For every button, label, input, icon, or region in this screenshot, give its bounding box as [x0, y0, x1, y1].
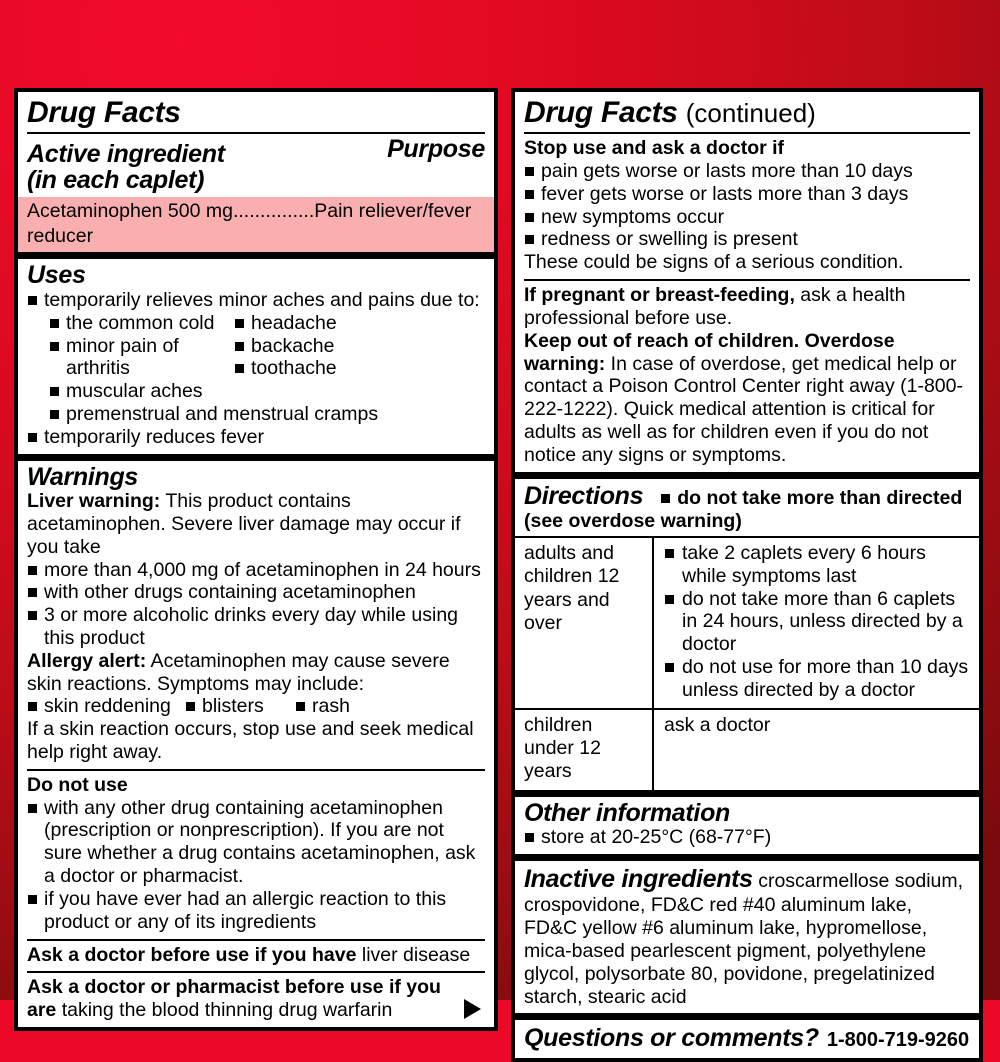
allergy-symptom-1 — [27, 695, 185, 718]
questions-heading: Questions or comments? — [524, 1024, 819, 1053]
list-item: take 2 caplets every 6 hours while symptoms last — [664, 542, 973, 588]
allergy-symptom-list — [27, 695, 485, 718]
directions-age-group: children under 12 years — [524, 713, 601, 783]
continue-arrow-icon — [464, 999, 481, 1019]
inactive-ingredients-section — [515, 861, 979, 1013]
pregnancy-warning-label: If pregnant or breast-feeding, — [524, 284, 795, 307]
inactive-ingredients-heading: Inactive ingredients — [524, 865, 753, 894]
liver-warning-label: Liver warning: — [27, 490, 161, 513]
stop-use-list — [524, 160, 970, 251]
ask-pharmacist-section — [18, 973, 494, 1027]
directions-note — [660, 483, 962, 509]
liver-warning — [27, 490, 485, 558]
drug-facts-continued-title — [515, 92, 979, 132]
liver-warning-text: This product contains acetaminophen. Severe liver damage may occur if you take — [27, 490, 461, 558]
overdose-warning-text: In case of overdose, get medical help or contact a Poison Control Center right away (1-800-222-1222). Quick medical attention is critical for adults as well as for children even if you do not notice any signs or symptoms. — [524, 352, 963, 466]
stop-use-heading: Stop use and ask a doctor if — [524, 137, 785, 160]
uses-sub-columns — [27, 312, 485, 403]
divider-thick — [515, 854, 979, 861]
ask-doctor-label: Ask a doctor before use if you have — [27, 943, 357, 966]
ask-pharmacist-row — [27, 973, 485, 1022]
active-ingredient-heading-line2: (in each caplet) — [27, 166, 205, 195]
overdose-warning-label: Keep out of reach of children. Overdose warning: — [524, 329, 895, 375]
directions-note-text: do not take more than directed — [660, 487, 962, 509]
active-ingredient-heading-line1: Active ingredient — [27, 139, 225, 168]
drug-facts-continued-label: (continued) — [685, 98, 816, 128]
list-item: store at 20-25°C (68-77°F) — [524, 826, 970, 849]
directions-instruction-list — [664, 542, 973, 702]
purpose-heading: Purpose — [387, 135, 485, 164]
directions-subnote: (see overdose warning) — [524, 510, 742, 533]
active-ingredient-header — [18, 134, 494, 194]
allergy-symptom-2 — [185, 695, 295, 718]
directions-header — [515, 479, 979, 511]
list-item: redness or swelling is present — [524, 228, 970, 251]
divider-thick — [515, 790, 979, 797]
list-item: pain gets worse or lasts more than 10 days — [524, 160, 970, 183]
list-item: temporarily reduces fever — [27, 426, 485, 449]
do-not-use-section — [18, 771, 494, 939]
other-information-heading: Other information — [524, 798, 731, 827]
ask-doctor-line — [27, 941, 485, 967]
directions-age-group: adults and children 12 years and over — [524, 541, 620, 635]
list-item: premenstrual and menstrual cramps — [27, 403, 485, 426]
active-ingredient-heading — [27, 141, 225, 194]
liver-warning-list — [27, 559, 485, 650]
list-item: with other drugs containing acetaminophen — [27, 581, 485, 604]
list-item: skin reddening — [27, 695, 185, 718]
list-item: muscular aches — [27, 380, 234, 403]
allergy-alert-text: Acetaminophen may cause severe skin reactions. Symptoms may include: — [27, 649, 450, 695]
uses-list — [27, 289, 485, 312]
list-item: with any other drug containing acetaminophen (prescription or nonprescription). If you are not sure whether a drug contains acetaminophen, ask a doctor or pharmacist. — [27, 797, 485, 888]
list-item: new symptoms occur — [524, 206, 970, 229]
uses-section — [18, 259, 494, 453]
table-row — [515, 538, 979, 708]
directions-heading: Directions — [524, 481, 644, 510]
directions-instructions — [652, 538, 979, 708]
list-item: fever gets worse or lasts more than 3 days — [524, 183, 970, 206]
allergy-alert — [27, 650, 485, 696]
uses-sub-column-2 — [234, 312, 485, 403]
questions-section — [515, 1020, 979, 1058]
list-item: if you have ever had an allergic reaction to this product or any of its ingredients — [27, 888, 485, 934]
warnings-section — [18, 461, 494, 769]
drug-facts-title-text: Drug Facts — [524, 96, 678, 129]
list-item: headache — [234, 312, 485, 335]
ask-pharmacist-line — [27, 973, 464, 1022]
pregnancy-warning-text: ask a health professional before use. — [524, 284, 906, 329]
list-item: 3 or more alcoholic drinks every day while using this product — [27, 604, 485, 650]
allergy-symptom-3 — [295, 695, 350, 718]
divider-thick — [515, 1013, 979, 1020]
ask-doctor-text: liver disease — [356, 943, 471, 966]
uses-lead: temporarily relieves minor aches and pains due to: — [27, 289, 485, 312]
inactive-ingredients-text: croscarmellose sodium, crospovidone, FD&C red #40 aluminum lake, FD&C yellow #6 aluminum lake, hypromellose, mica-based pearlescent pigment, polyethylene glycol, polysorbate 80, povidone, pregelatinized starch, stearic acid — [524, 870, 964, 1008]
divider-thick — [18, 454, 494, 461]
overdose-warning — [524, 330, 970, 467]
list-item: the common cold — [27, 312, 234, 335]
ask-pharmacist-text: taking the blood thinning drug warfarin — [56, 999, 393, 1022]
do-not-use-heading: Do not use — [27, 773, 128, 796]
list-item: blisters — [185, 695, 295, 718]
drug-facts-title-text: Drug Facts — [27, 96, 181, 129]
uses-list-tail — [27, 403, 485, 449]
uses-sub-column-1 — [27, 312, 234, 403]
drug-facts-panel-right — [511, 88, 983, 1062]
divider-thick — [18, 252, 494, 259]
allergy-alert-label: Allergy alert: — [27, 649, 147, 672]
pregnancy-warning — [524, 281, 970, 330]
list-item: rash — [295, 695, 350, 718]
drug-facts-panel-left — [14, 88, 498, 1031]
pregnancy-overdose-section — [515, 281, 979, 472]
directions-instructions: ask a doctor — [652, 710, 979, 790]
directions-table — [515, 536, 979, 790]
allergy-followup: If a skin reaction occurs, stop use and seek medical help right away. — [27, 718, 474, 763]
list-item: do not use for more than 10 days unless directed by a doctor — [664, 656, 973, 702]
list-item: more than 4,000 mg of acetaminophen in 24 hours — [27, 559, 485, 582]
stop-use-section — [515, 134, 979, 279]
divider-thick — [515, 472, 979, 479]
warnings-heading: Warnings — [27, 462, 139, 491]
ask-doctor-section — [18, 941, 494, 972]
stop-use-footer: These could be signs of a serious condition. — [524, 251, 904, 274]
list-item: do not take more than 6 caplets in 24 hours, unless directed by a doctor — [664, 588, 973, 656]
active-ingredient-row: Acetaminophen 500 mg...............Pain reliever/fever reducer — [18, 197, 494, 253]
list-item: minor pain of arthritis — [27, 335, 234, 381]
list-item: toothache — [234, 357, 485, 380]
list-item: backache — [234, 335, 485, 358]
do-not-use-list — [27, 797, 485, 934]
other-information-section — [515, 797, 979, 854]
table-row — [515, 708, 979, 790]
directions-section — [515, 479, 979, 790]
uses-heading: Uses — [27, 261, 86, 290]
drug-facts-title — [18, 92, 494, 132]
questions-phone-number: 1-800-719-9260 — [826, 1029, 970, 1052]
other-information-list — [524, 826, 970, 849]
ask-pharmacist-label: Ask a doctor or pharmacist before use if you are — [27, 976, 441, 1022]
